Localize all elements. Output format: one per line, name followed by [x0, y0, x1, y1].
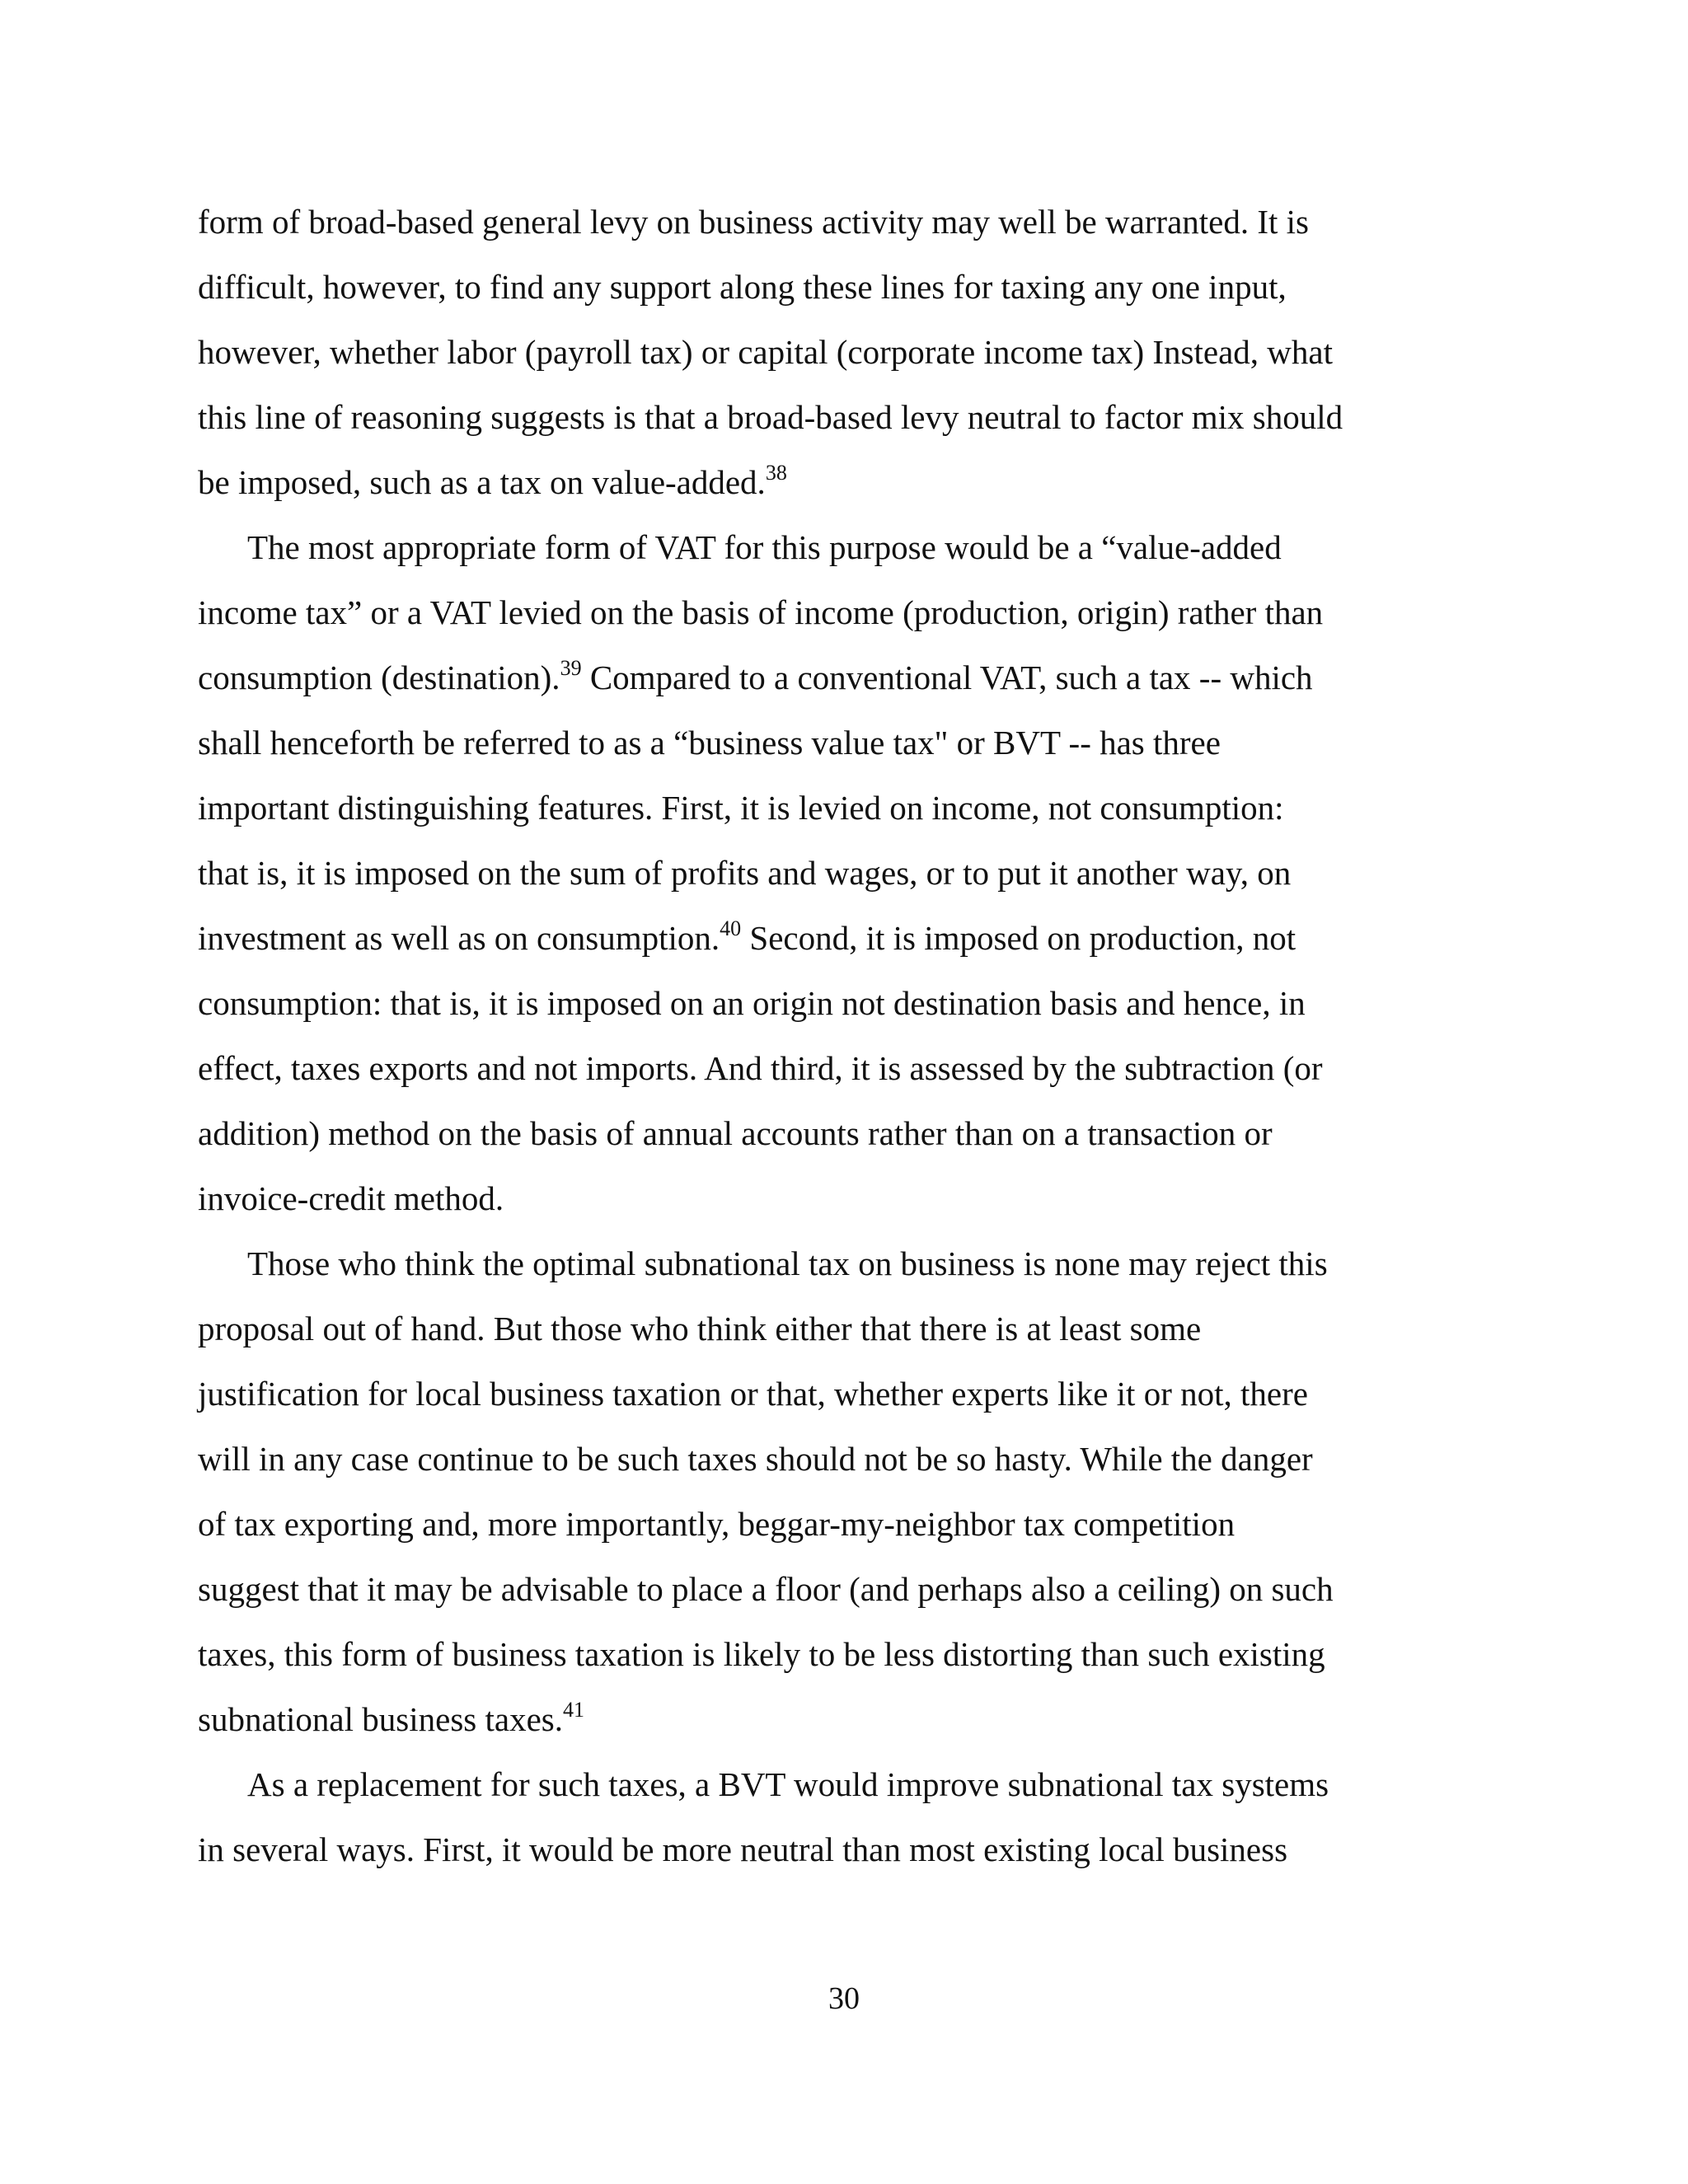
- paragraph-4: [198, 1752, 1500, 1882]
- document-body: [198, 190, 1500, 1882]
- text-line: income tax” or a VAT levied on the basis of income (production, origin) rather than: [198, 593, 1324, 631]
- text-line: shall henceforth be referred to as a “business value tax" or BVT -- has three: [198, 724, 1221, 762]
- text-line: important distinguishing features. First, it is levied on income, not consumption:: [198, 789, 1284, 827]
- paragraph-2: [198, 515, 1500, 1231]
- text-line: [198, 450, 1500, 515]
- text-line: [198, 1687, 1500, 1752]
- footnote-marker-39: 39: [560, 656, 582, 680]
- text-line: form of broad-based general levy on business activity may well be warranted. It is: [198, 203, 1310, 241]
- footnote-marker-40: 40: [720, 916, 742, 940]
- text-line: justification for local business taxation or that, whether experts like it or not, there: [198, 1375, 1308, 1413]
- text-line: [198, 645, 1500, 710]
- text-segment: subnational business taxes.: [198, 1700, 563, 1738]
- text-segment: investment as well as on consumption.: [198, 919, 720, 957]
- text-line: however, whether labor (payroll tax) or capital (corporate income tax) Instead, what: [198, 333, 1333, 371]
- text-line: The most appropriate form of VAT for this purpose would be a “value-added: [247, 528, 1282, 566]
- text-line: effect, taxes exports and not imports. And third, it is assessed by the subtraction (or: [198, 1049, 1323, 1087]
- text-line: will in any case continue to be such taxes should not be so hasty. While the danger: [198, 1440, 1313, 1478]
- text-line: in several ways. First, it would be more neutral than most existing local business: [198, 1830, 1288, 1868]
- text-line: that is, it is imposed on the sum of profits and wages, or to put it another way, on: [198, 854, 1292, 892]
- footnote-marker-41: 41: [562, 1698, 584, 1722]
- paragraph-1: [198, 190, 1500, 515]
- text-segment: Second, it is imposed on production, not: [741, 919, 1296, 957]
- text-segment: Compared to a conventional VAT, such a tax -- which: [581, 658, 1313, 696]
- text-line: consumption: that is, it is imposed on an origin not destination basis and hence, in: [198, 984, 1306, 1022]
- paragraph-3: [198, 1231, 1500, 1752]
- text-line: proposal out of hand. But those who think either that there is at least some: [198, 1310, 1202, 1347]
- text-line: addition) method on the basis of annual accounts rather than on a transaction or: [198, 1114, 1273, 1152]
- text-line: this line of reasoning suggests is that a broad-based levy neutral to factor mix should: [198, 398, 1343, 436]
- text-line: difficult, however, to find any support along these lines for taxing any one input,: [198, 268, 1287, 306]
- text-line: of tax exporting and, more importantly, beggar-my-neighbor tax competition: [198, 1505, 1236, 1543]
- footnote-marker-38: 38: [765, 461, 787, 485]
- text-line: Those who think the optimal subnational tax on business is none may reject this: [247, 1244, 1328, 1282]
- text-line: As a replacement for such taxes, a BVT would improve subnational tax systems: [247, 1765, 1329, 1803]
- text-line: invoice-credit method.: [198, 1179, 504, 1217]
- text-line: suggest that it may be advisable to place a floor (and perhaps also a ceiling) on such: [198, 1570, 1334, 1608]
- text-segment: be imposed, such as a tax on value-added.: [198, 463, 766, 501]
- text-line: taxes, this form of business taxation is likely to be less distorting than such existing: [198, 1635, 1325, 1673]
- page-number: 30: [828, 1981, 860, 2016]
- text-line: [198, 906, 1500, 971]
- text-segment: consumption (destination).: [198, 658, 560, 696]
